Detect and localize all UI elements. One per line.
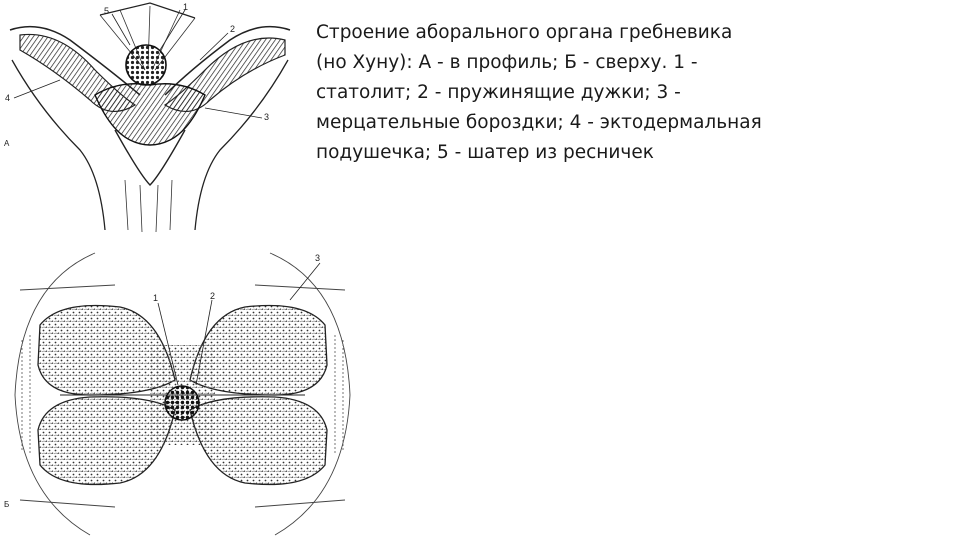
- caption-line: подушечка; 5 - шатер из ресничек: [316, 142, 654, 163]
- caption-line: мерцательные бороздки; 4 - эктодермальная: [316, 112, 762, 133]
- figure-b-top-view-illustration: [0, 245, 365, 540]
- figure-a-label-2: 2: [230, 24, 236, 34]
- figure-a-label-3: 3: [264, 112, 270, 122]
- figure-a-label-1: 1: [183, 2, 189, 12]
- figure-b-label-3: 3: [315, 253, 321, 263]
- figure-a-label-5: 5: [104, 6, 110, 16]
- caption-line: Строение аборального органа гребневика: [316, 22, 733, 43]
- figure-b-label-2: 2: [210, 291, 216, 301]
- figure-caption: [316, 18, 836, 168]
- figure-a-profile-illustration: [0, 0, 300, 235]
- caption-line: статолит; 2 - пружинящие дужки; 3 -: [316, 82, 681, 103]
- figure-a-panel-letter: А: [4, 139, 10, 148]
- figure-a-label-4: 4: [5, 93, 11, 103]
- caption-line: (но Хуну): А - в профиль; Б - сверху. 1 -: [316, 52, 698, 73]
- figure-b-panel-letter: Б: [4, 500, 10, 509]
- figure-b-label-1: 1: [153, 293, 159, 303]
